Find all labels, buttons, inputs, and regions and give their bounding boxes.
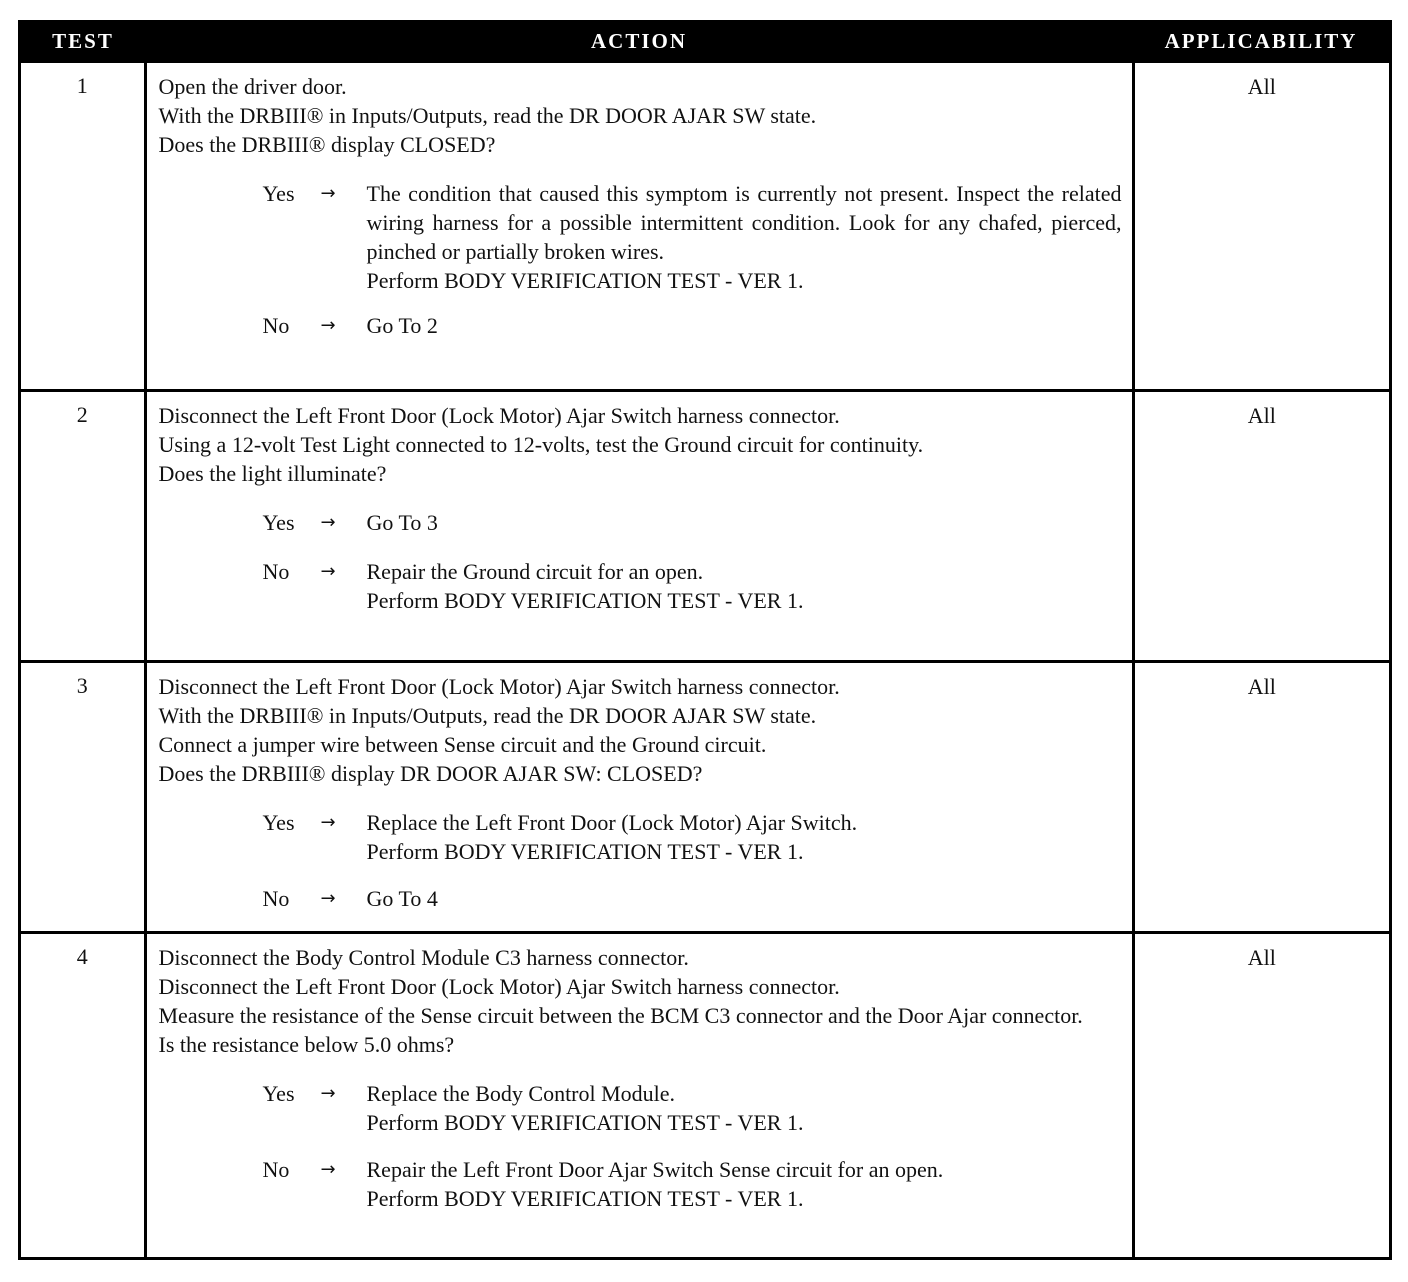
action-cell: [145, 62, 1133, 391]
arrow-right-icon: →: [320, 1159, 336, 1180]
no-response: [159, 884, 1122, 913]
no-result-text: Perform BODY VERIFICATION TEST - VER 1.: [366, 588, 804, 613]
no-result-text: Repair the Left Front Door Ajar Switch Sense circuit for an open.: [366, 1157, 944, 1182]
no-response: [159, 311, 1122, 340]
yes-result-text: The condition that caused this symptom is currently not present. Inspect the related wiring harness for a possible intermittent condition. Look for any chafed, pierced, pinched or partially broken wires.: [366, 181, 1122, 264]
yes-response: [159, 179, 1122, 295]
action-step: Does the light illuminate?: [158, 461, 387, 486]
action-cell: [145, 933, 1133, 1259]
yes-response: [159, 808, 1122, 866]
diagnostic-test-table: [21, 23, 1389, 1259]
diagnostic-table-frame: [18, 20, 1392, 1260]
yes-label: Yes: [262, 1081, 295, 1106]
applicability-value: All: [1133, 62, 1389, 391]
arrow-right-icon: →: [320, 561, 336, 582]
no-result-text: Perform BODY VERIFICATION TEST - VER 1.: [366, 1186, 804, 1211]
yes-result-text: Go To 3: [366, 510, 438, 535]
action-step: With the DRBIII® in Inputs/Outputs, read the DR DOOR AJAR SW state.: [158, 703, 817, 728]
table-header-row: [21, 23, 1389, 62]
arrow-right-icon: →: [320, 812, 336, 833]
no-label: No: [262, 313, 290, 338]
yes-result-text: Perform BODY VERIFICATION TEST - VER 1.: [366, 268, 804, 293]
applicability-value: All: [1133, 662, 1389, 933]
arrow-right-icon: →: [320, 1083, 336, 1104]
action-step: Is the resistance below 5.0 ohms?: [158, 1032, 455, 1057]
no-label: No: [262, 559, 290, 584]
yes-result-text: Perform BODY VERIFICATION TEST - VER 1.: [366, 1110, 804, 1135]
test-number: 2: [21, 391, 145, 662]
arrow-right-icon: →: [320, 315, 336, 336]
action-step: Does the DRBIII® display CLOSED?: [158, 132, 496, 157]
action-step: Using a 12-volt Test Light connected to 12-volts, test the Ground circuit for continuity.: [158, 432, 924, 457]
action-step: With the DRBIII® in Inputs/Outputs, read the DR DOOR AJAR SW state.: [158, 103, 817, 128]
header-action: ACTION: [145, 23, 1133, 62]
action-step: Does the DRBIII® display DR DOOR AJAR SW: CLOSED?: [158, 761, 703, 786]
applicability-value: All: [1133, 933, 1389, 1259]
applicability-value: All: [1133, 391, 1389, 662]
no-label: No: [262, 886, 290, 911]
action-step: Open the driver door.: [158, 74, 347, 99]
header-applicability: APPLICABILITY: [1133, 23, 1389, 62]
action-step: Disconnect the Body Control Module C3 harness connector.: [158, 945, 689, 970]
action-step: Measure the resistance of the Sense circuit between the BCM C3 connector and the Door Ajar connector.: [158, 1003, 1083, 1028]
no-result-text: Go To 4: [366, 886, 438, 911]
action-step: Disconnect the Left Front Door (Lock Motor) Ajar Switch harness connector.: [158, 974, 840, 999]
action-cell: [145, 662, 1133, 933]
test-number: 3: [21, 662, 145, 933]
yes-label: Yes: [262, 510, 295, 535]
yes-response: [159, 1079, 1122, 1137]
yes-result-text: Replace the Body Control Module.: [366, 1081, 676, 1106]
arrow-right-icon: →: [320, 183, 336, 204]
action-step: Disconnect the Left Front Door (Lock Motor) Ajar Switch harness connector.: [158, 674, 840, 699]
test-row: [21, 391, 1389, 662]
header-test: TEST: [21, 23, 145, 62]
no-result-text: Go To 2: [366, 313, 438, 338]
test-number: 4: [21, 933, 145, 1259]
test-row: [21, 62, 1389, 391]
no-label: No: [262, 1157, 290, 1182]
test-number: 1: [21, 62, 145, 391]
action-cell: [145, 391, 1133, 662]
no-result-text: Repair the Ground circuit for an open.: [366, 559, 704, 584]
yes-label: Yes: [262, 810, 295, 835]
yes-response: [159, 508, 1122, 537]
yes-label: Yes: [262, 181, 295, 206]
no-response: [159, 557, 1122, 615]
arrow-right-icon: →: [320, 888, 336, 909]
action-step: Disconnect the Left Front Door (Lock Motor) Ajar Switch harness connector.: [158, 403, 840, 428]
yes-result-text: Replace the Left Front Door (Lock Motor) Ajar Switch.: [366, 810, 858, 835]
test-row: [21, 933, 1389, 1259]
action-step: Connect a jumper wire between Sense circuit and the Ground circuit.: [158, 732, 767, 757]
test-row: [21, 662, 1389, 933]
arrow-right-icon: →: [320, 512, 336, 533]
yes-result-text: Perform BODY VERIFICATION TEST - VER 1.: [366, 839, 804, 864]
no-response: [159, 1155, 1122, 1213]
